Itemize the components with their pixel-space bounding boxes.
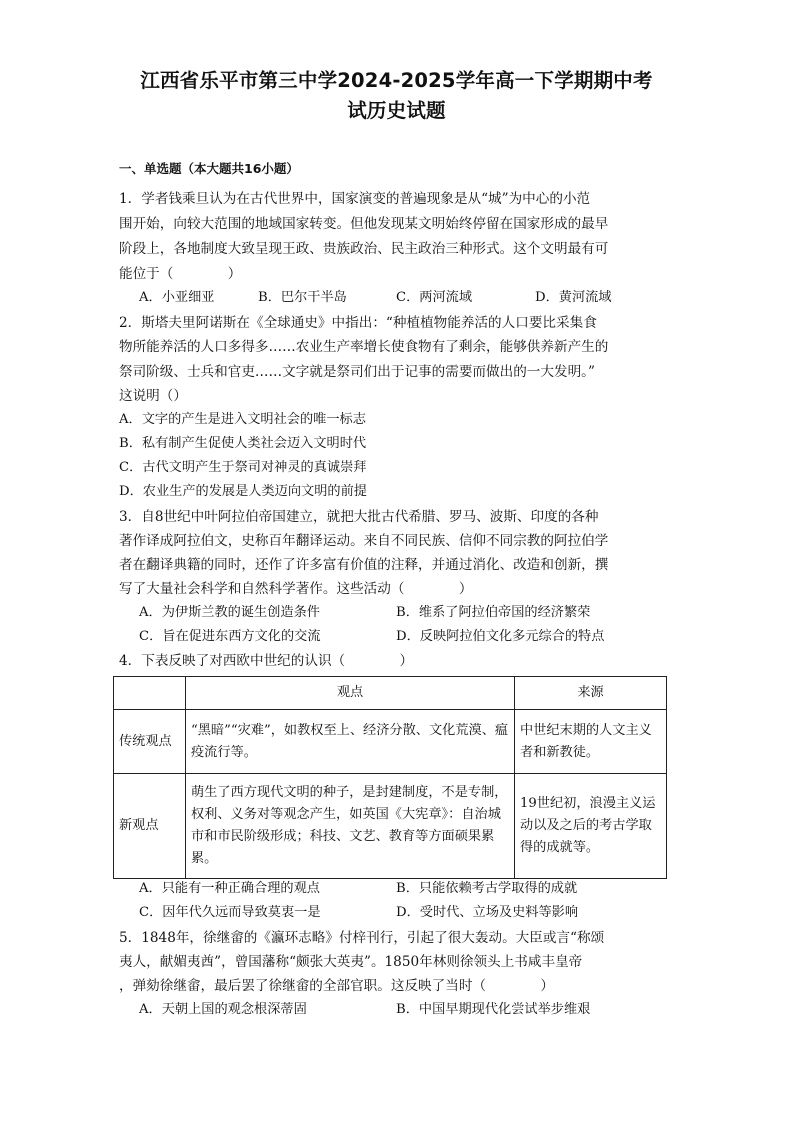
question-3-option-c[interactable]: C．旨在促进东西方文化的交流 bbox=[139, 629, 321, 644]
question-3-line: 著作译成阿拉伯文，史称百年翻译运动。来自不同民族、信仰不同宗教的阿拉伯学 bbox=[119, 533, 609, 549]
question-5-line: 夷人，献媚夷酋”，曾国藩称“颇张大英夷”。1850年林则徐领头上书咸丰皇帝 bbox=[119, 954, 583, 970]
question-2-line: 祭司阶级、士兵和官吏……文字就是祭司们出于记事的需要而做出的一大发明。” bbox=[119, 364, 595, 380]
question-1-option-d[interactable]: D．黄河流域 bbox=[535, 290, 612, 305]
exam-title-line-1: 江西省乐平市第三中学2024-2025学年高一下学期期中考 bbox=[140, 69, 653, 92]
table-row-label: 新观点 bbox=[114, 774, 186, 879]
question-2-option-d[interactable]: D．农业生产的发展是人类迈向文明的前提 bbox=[119, 484, 367, 499]
question-1-option-c[interactable]: C．两河流域 bbox=[396, 290, 473, 305]
table-cell-view: “黑暗”“灾难”，如教权至上、经济分散、文化荒漠、瘟疫流行等。 bbox=[186, 710, 515, 774]
section-heading: 一、单选题（本大题共16小题） bbox=[119, 161, 299, 176]
question-4-option-d[interactable]: D．受时代、立场及史料等影响 bbox=[396, 905, 579, 920]
table-cell-view: 萌生了西方现代文明的种子，是封建制度，不是专制，权利、义务对等观念产生，如英国《大宪章》：自治城市和市民阶级形成；科技、文艺、教育等方面硕果累累。 bbox=[186, 774, 515, 879]
question-1-option-a[interactable]: A．小亚细亚 bbox=[139, 290, 215, 305]
question-2-option-b[interactable]: B．私有制产生促使人类社会迈入文明时代 bbox=[119, 436, 367, 451]
comparison-table bbox=[113, 676, 667, 879]
question-1-line: 围开始，向较大范围的地域国家转变。但他发现某文明始终停留在国家形成的最早 bbox=[119, 216, 609, 232]
question-1-line: 1．学者钱乘旦认为在古代世界中，国家演变的普遍现象是从“城”为中心的小范 bbox=[119, 191, 591, 207]
question-2-line: 这说明（） bbox=[119, 388, 187, 404]
table-cell-source: 19世纪初，浪漫主义运动以及之后的考古学取得的成就等。 bbox=[515, 774, 667, 879]
question-4-option-b[interactable]: B．只能依赖考古学取得的成就 bbox=[396, 881, 578, 896]
question-1-line: 能位于（ ） bbox=[119, 266, 242, 282]
question-3-line: 者在翻译典籍的同时，还作了许多富有价值的注释，并通过消化、改造和创新，撰 bbox=[119, 557, 609, 573]
question-2-line: 物所能养活的人口多得多……农业生产率增长使食物有了剩余，能够供养新产生的 bbox=[119, 339, 609, 355]
question-5-option-b[interactable]: B．中国早期现代化尝试举步维艰 bbox=[396, 1002, 591, 1017]
table-cell-source: 中世纪末期的人文主义者和新教徒。 bbox=[515, 710, 667, 774]
question-3-option-d[interactable]: D．反映阿拉伯文化多元综合的特点 bbox=[396, 629, 605, 644]
question-2-option-a[interactable]: A．文字的产生是进入文明社会的唯一标志 bbox=[119, 412, 366, 427]
table-header-cell bbox=[114, 677, 186, 710]
table-header-cell: 观点 bbox=[186, 677, 515, 710]
table-header-row bbox=[114, 677, 667, 710]
question-2-line: 2．斯塔夫里阿诺斯在《全球通史》中指出：“种植植物能养活的人口要比采集食 bbox=[119, 315, 597, 331]
question-4-option-c[interactable]: C．因年代久远而导致莫衷一是 bbox=[139, 905, 321, 920]
question-3-line: 写了大量社会科学和自然科学著作。这些活动（ ） bbox=[119, 581, 473, 597]
question-5-line: ，弹劾徐继畲，最后罢了徐继畲的全部官职。这反映了当时（ ） bbox=[119, 978, 554, 994]
question-3-line: 3．自8世纪中叶阿拉伯帝国建立，就把大批古代希腊、罗马、波斯、印度的各种 bbox=[119, 509, 599, 525]
question-1-option-b[interactable]: B．巴尔干半岛 bbox=[258, 290, 347, 305]
table-row bbox=[114, 774, 667, 879]
table-header-cell: 来源 bbox=[515, 677, 667, 710]
exam-title-line-2: 试历史试题 bbox=[347, 99, 446, 122]
question-5-option-a[interactable]: A．天朝上国的观念根深蒂固 bbox=[139, 1002, 307, 1017]
question-1-line: 阶段上，各地制度大致呈现王政、贵族政治、民主政治三种形式。这个文明最有可 bbox=[119, 241, 609, 257]
question-3-option-a[interactable]: A．为伊斯兰教的诞生创造条件 bbox=[139, 605, 320, 620]
question-3-option-b[interactable]: B．维系了阿拉伯帝国的经济繁荣 bbox=[396, 605, 591, 620]
table-row bbox=[114, 710, 667, 774]
question-4-stem: 4．下表反映了对西欧中世纪的认识（ ） bbox=[119, 653, 414, 669]
question-2-option-c[interactable]: C．古代文明产生于祭司对神灵的真诚崇拜 bbox=[119, 460, 367, 475]
question-5-line: 5．1848年，徐继畲的《瀛环志略》付梓刊行，引起了很大轰动。大臣或言“称颂 bbox=[119, 930, 605, 946]
table-row-label: 传统观点 bbox=[114, 710, 186, 774]
question-4-option-a[interactable]: A．只能有一种正确合理的观点 bbox=[139, 881, 320, 896]
